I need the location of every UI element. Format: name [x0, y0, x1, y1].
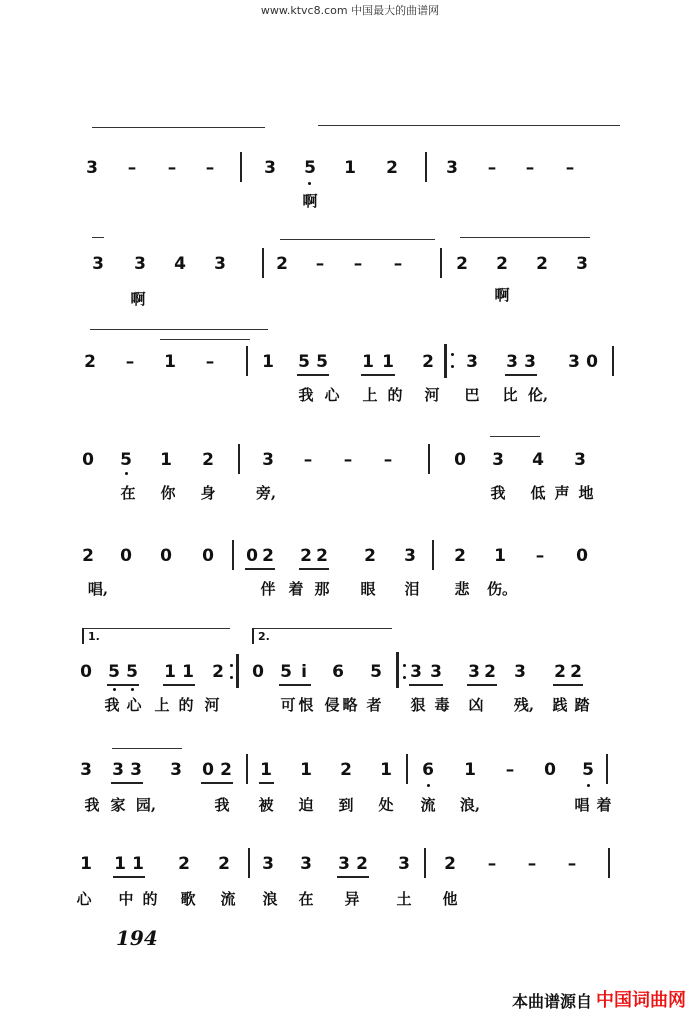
note: – [535, 546, 545, 566]
note: 6 [332, 662, 344, 682]
tie-line [160, 339, 250, 340]
repeat-barline [444, 344, 447, 378]
note: 1 [362, 352, 374, 372]
lyric: 悲 [454, 580, 470, 598]
low-dot [125, 472, 128, 475]
lyric: 在 [298, 890, 314, 908]
barline [425, 152, 427, 182]
lyric: 的 [387, 386, 403, 404]
barline [246, 754, 248, 784]
lyric: 者 [366, 696, 382, 714]
note: 2 [536, 254, 548, 274]
lyric: 的 [178, 696, 194, 714]
lyric: 河 [424, 386, 440, 404]
note: 3 [576, 254, 588, 274]
low-dot [131, 688, 134, 691]
footer-source-label: 本曲谱源自 [511, 992, 592, 1011]
low-dot [427, 784, 430, 787]
note: 2 [262, 546, 274, 566]
note: 3 [338, 854, 350, 874]
note: 3 [506, 352, 518, 372]
note: – [303, 450, 313, 470]
lyric: 地 [578, 484, 594, 502]
note: – [393, 254, 403, 274]
page-number: 194 [116, 926, 158, 950]
note: 2 [82, 546, 94, 566]
repeat-dot [451, 353, 454, 356]
note: 2 [554, 662, 566, 682]
note: 2 [84, 352, 96, 372]
repeat-dot [230, 676, 233, 679]
lyric: 流 [220, 890, 236, 908]
score-row-4 [0, 422, 700, 502]
score-row-6 [0, 622, 700, 714]
note: 5 [280, 662, 292, 682]
lyric: 比 [502, 386, 518, 404]
score-row-3 [0, 322, 700, 402]
note: 2 [444, 854, 456, 874]
note: 1 [260, 760, 272, 780]
lyric: 唱 [574, 796, 590, 814]
underline [113, 876, 145, 878]
tie-line [90, 329, 268, 330]
score-row-1 [0, 120, 700, 210]
lyric: 着 [288, 580, 304, 598]
lyric: 践 [552, 696, 568, 714]
note: 2 [386, 158, 398, 178]
volta-1-label: 1. [88, 630, 100, 643]
note: 0 [202, 546, 214, 566]
footer-site-logo[interactable]: 中国词曲网 [596, 990, 686, 1011]
lyric: 眼 [360, 580, 376, 598]
lyric: 他 [442, 890, 458, 908]
lyric: 我 [104, 696, 120, 714]
underline [201, 782, 233, 784]
score-row-5 [0, 522, 700, 602]
note: – [315, 254, 325, 274]
repeat-dot [403, 664, 406, 667]
note: 3 [86, 158, 98, 178]
barline [432, 540, 434, 570]
score-row-7 [0, 728, 700, 814]
lyric: 我 [214, 796, 230, 814]
barline [232, 540, 234, 570]
score-row-2 [0, 222, 700, 308]
tie-line [318, 125, 620, 126]
note: – [567, 854, 577, 874]
underline [409, 684, 443, 686]
note: 3 [574, 450, 586, 470]
note: 3 [446, 158, 458, 178]
lyric: 凶 [468, 696, 484, 714]
note: 3 [514, 662, 526, 682]
lyric: 伤。 [486, 580, 518, 598]
lyric: 上 [362, 386, 378, 404]
underline [245, 568, 275, 570]
lyric: 啊 [302, 192, 318, 210]
note: 5 [370, 662, 382, 682]
lyric: 心 [324, 386, 340, 404]
note: – [167, 158, 177, 178]
lyric: 巴 [464, 386, 480, 404]
lyric: 啊 [494, 286, 510, 304]
barline [406, 754, 408, 784]
score-row-8 [0, 830, 700, 910]
note: 1 [382, 352, 394, 372]
note: 0 [80, 662, 92, 682]
underline [297, 374, 329, 376]
lyric: 在 [120, 484, 136, 502]
note: 2 [316, 546, 328, 566]
tie-line [460, 237, 590, 238]
note: 2 [456, 254, 468, 274]
lyric: 家 [110, 796, 126, 814]
barline [248, 848, 250, 878]
note: 3 [404, 546, 416, 566]
underline [505, 374, 537, 376]
lyric: 踏 [574, 696, 590, 714]
note: 0 [160, 546, 172, 566]
note: 2 [496, 254, 508, 274]
barline [238, 444, 240, 474]
note: 2 [454, 546, 466, 566]
lyric: 土 [396, 890, 412, 908]
note: 1 [164, 662, 176, 682]
underline [107, 684, 139, 686]
note: 1 [114, 854, 126, 874]
note: 3 [134, 254, 146, 274]
note: 2 [484, 662, 496, 682]
lyric: 残, [513, 696, 535, 714]
underline [111, 782, 143, 784]
note: 1 [262, 352, 274, 372]
note: 3 [262, 854, 274, 874]
note: – [343, 450, 353, 470]
note: 3 [398, 854, 410, 874]
lyric: 可 [280, 696, 296, 714]
note: 5 [316, 352, 328, 372]
note: 2 [300, 546, 312, 566]
note: 5 [298, 352, 310, 372]
note: 2 [364, 546, 376, 566]
lyric: 侵 [324, 696, 340, 714]
note: 3 [262, 450, 274, 470]
low-dot [587, 784, 590, 787]
note: – [487, 158, 497, 178]
lyric: 浪 [262, 890, 278, 908]
repeat-dot [230, 664, 233, 667]
note: 3 [430, 662, 442, 682]
note: 3 [112, 760, 124, 780]
note: 3 [568, 352, 580, 372]
note: 3 [92, 254, 104, 274]
note: 4 [532, 450, 544, 470]
lyric: 身 [200, 484, 216, 502]
tie-line [92, 237, 104, 238]
underline [259, 782, 274, 784]
note: 2 [178, 854, 190, 874]
note: – [205, 158, 215, 178]
tie-line [112, 748, 182, 749]
note: 1 [160, 450, 172, 470]
barline [428, 444, 430, 474]
lyric: 声 [554, 484, 570, 502]
note: – [383, 450, 393, 470]
underline [467, 684, 497, 686]
lyric: 迫 [298, 796, 314, 814]
note: 5 [582, 760, 594, 780]
note: 3 [466, 352, 478, 372]
note: 3 [468, 662, 480, 682]
note: – [525, 158, 535, 178]
note: 3 [170, 760, 182, 780]
lyric: 园, [135, 796, 157, 814]
barline [606, 754, 608, 784]
note: 0 [252, 662, 264, 682]
note: 0 [586, 352, 598, 372]
repeat-dot [403, 676, 406, 679]
note: 2 [422, 352, 434, 372]
note: 5 [126, 662, 138, 682]
lyric: 着 [596, 796, 612, 814]
note: – [527, 854, 537, 874]
note: 1 [164, 352, 176, 372]
note: 3 [130, 760, 142, 780]
note: 0 [454, 450, 466, 470]
volta-bracket-1 [82, 628, 230, 629]
note: 3 [300, 854, 312, 874]
note: – [565, 158, 575, 178]
barline [246, 346, 248, 376]
note: 1 [344, 158, 356, 178]
lyric: 那 [314, 580, 330, 598]
note: 3 [524, 352, 536, 372]
tie-line [490, 436, 540, 437]
lyric: 河 [204, 696, 220, 714]
double-barline [396, 652, 399, 688]
lyric: 啊 [130, 290, 146, 308]
lyric: 旁, [255, 484, 277, 502]
lyric: 泪 [404, 580, 420, 598]
lyric: 心 [126, 696, 142, 714]
note: 2 [570, 662, 582, 682]
note: 3 [80, 760, 92, 780]
lyric: 处 [378, 796, 394, 814]
note: 1 [494, 546, 506, 566]
note: – [353, 254, 363, 274]
repeat-barline [236, 654, 239, 688]
note: 1 [300, 760, 312, 780]
note: 3 [492, 450, 504, 470]
note: 1 [464, 760, 476, 780]
note: i [301, 662, 307, 682]
lyric: 中 [118, 890, 134, 908]
underline [299, 568, 329, 570]
note: 0 [202, 760, 214, 780]
barline [424, 848, 426, 878]
underline [163, 684, 195, 686]
note: 2 [340, 760, 352, 780]
lyric: 低 [530, 484, 546, 502]
lyric: 略 [342, 696, 358, 714]
note: 5 [304, 158, 316, 178]
tie-line [92, 127, 265, 128]
volta-bracket-2-hook [252, 628, 254, 644]
note: – [127, 158, 137, 178]
note: 1 [80, 854, 92, 874]
lyric: 到 [338, 796, 354, 814]
note: – [125, 352, 135, 372]
note: 1 [132, 854, 144, 874]
note: 6 [422, 760, 434, 780]
volta-bracket-2 [252, 628, 392, 629]
note: 3 [264, 158, 276, 178]
underline [361, 374, 395, 376]
note: 1 [380, 760, 392, 780]
lyric: 流 [420, 796, 436, 814]
lyric: 的 [142, 890, 158, 908]
lyric: 恨 [298, 696, 314, 714]
note: 0 [120, 546, 132, 566]
note: 4 [174, 254, 186, 274]
lyric: 唱, [87, 580, 109, 598]
note: 3 [214, 254, 226, 274]
lyric: 被 [258, 796, 274, 814]
repeat-dot [451, 365, 454, 368]
note: 1 [182, 662, 194, 682]
underline [337, 876, 369, 878]
lyric: 浪, [459, 796, 481, 814]
lyric: 心 [76, 890, 92, 908]
barline [440, 248, 442, 278]
note: 2 [356, 854, 368, 874]
lyric: 我 [490, 484, 506, 502]
underline [279, 684, 311, 686]
lyric: 异 [344, 890, 360, 908]
note: 0 [576, 546, 588, 566]
note: 2 [202, 450, 214, 470]
lyric: 你 [160, 484, 176, 502]
barline [262, 248, 264, 278]
note: 0 [544, 760, 556, 780]
volta-2-label: 2. [258, 630, 270, 643]
note: 2 [220, 760, 232, 780]
lyric: 狠 [410, 696, 426, 714]
note: 2 [212, 662, 224, 682]
note: 5 [120, 450, 132, 470]
underline [553, 684, 583, 686]
tie-line [280, 239, 435, 240]
note: 0 [246, 546, 258, 566]
page-header: www.ktvc8.com 中国最大的曲谱网 [260, 4, 440, 17]
low-dot [113, 688, 116, 691]
volta-bracket-1-hook [82, 628, 84, 644]
lyric: 我 [84, 796, 100, 814]
barline [240, 152, 242, 182]
note: – [487, 854, 497, 874]
barline [608, 848, 610, 878]
note: 3 [410, 662, 422, 682]
lyric: 伴 [260, 580, 276, 598]
note: – [205, 352, 215, 372]
lyric: 歌 [180, 890, 196, 908]
lyric: 上 [154, 696, 170, 714]
note: 5 [108, 662, 120, 682]
note: 2 [218, 854, 230, 874]
note: 0 [82, 450, 94, 470]
lyric: 毒 [434, 696, 450, 714]
low-dot [308, 182, 311, 185]
note: 2 [276, 254, 288, 274]
lyric: 伦, [527, 386, 549, 404]
note: – [505, 760, 515, 780]
barline [612, 346, 614, 376]
lyric: 我 [298, 386, 314, 404]
